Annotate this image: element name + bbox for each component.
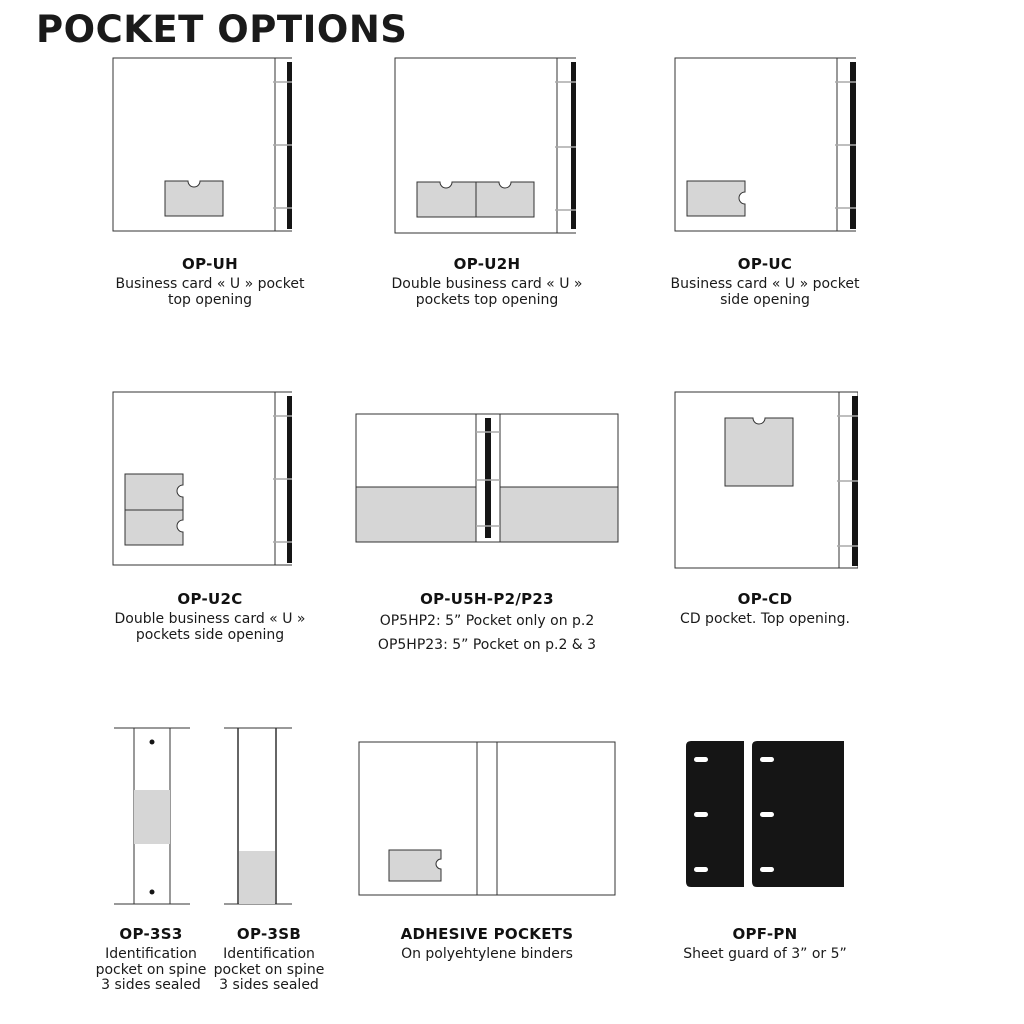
item-op-u5h-caption xyxy=(362,589,612,657)
item-description: Sheet guard of 3” or 5” xyxy=(683,946,847,962)
item-code: OP-U2C xyxy=(177,590,243,608)
item-description: Business card « U » pocket side opening xyxy=(670,276,860,308)
binder-double-u-pocket-side-icon xyxy=(110,390,300,572)
item-description: Identification pocket on spine 3 sides sealed xyxy=(213,946,325,993)
item-description: Double business card « U » pockets side opening xyxy=(114,611,306,643)
item-op-uc-caption xyxy=(660,254,870,308)
item-description: CD pocket. Top opening. xyxy=(680,611,850,627)
item-code: OP-UH xyxy=(182,255,238,273)
item-adhesive-pockets-caption xyxy=(372,924,602,963)
binder-double-u-pocket-top-icon xyxy=(392,56,582,238)
adhesive-pocket-binder-icon xyxy=(356,740,620,900)
item-opf-pn-caption xyxy=(660,924,870,963)
item-op-3sb-caption xyxy=(210,924,328,994)
sheet-guard-icon xyxy=(682,738,848,894)
binder-u-pocket-top-icon xyxy=(110,56,300,238)
item-code: OP-3S3 xyxy=(119,925,183,943)
item-op-cd-caption xyxy=(660,589,870,628)
item-op-3s3-caption xyxy=(92,924,210,994)
spine-pocket-center-icon xyxy=(112,726,192,906)
spine-pocket-bottom-icon xyxy=(222,726,294,906)
item-code: OP-CD xyxy=(737,590,793,608)
item-op-u2c-caption xyxy=(100,589,320,643)
item-description-line-2: OP5HP23: 5” Pocket on p.2 & 3 xyxy=(377,637,597,653)
item-description: Double business card « U » pockets top opening xyxy=(391,276,583,308)
item-op-uh-caption xyxy=(105,254,315,308)
item-code: OP-UC xyxy=(737,255,793,273)
item-description: Identification pocket on spine 3 sides sealed xyxy=(95,946,207,993)
item-code: OPF-PN xyxy=(732,925,798,943)
binder-5in-pocket-icon xyxy=(354,412,622,546)
page-title: POCKET OPTIONS xyxy=(36,8,408,51)
item-code: OP-3SB xyxy=(236,925,302,943)
item-code: OP-U5H-P2/P23 xyxy=(420,590,554,608)
item-description: On polyehtylene binders xyxy=(401,946,573,962)
binder-cd-pocket-icon xyxy=(672,390,862,572)
binder-u-pocket-side-icon xyxy=(672,56,862,238)
item-op-u2h-caption xyxy=(381,254,593,308)
item-code: ADHESIVE POCKETS xyxy=(400,925,574,943)
item-description: Business card « U » pocket top opening xyxy=(115,276,305,308)
item-description-line-1: OP5HP2: 5” Pocket only on p.2 xyxy=(379,613,595,629)
item-code: OP-U2H xyxy=(453,255,521,273)
